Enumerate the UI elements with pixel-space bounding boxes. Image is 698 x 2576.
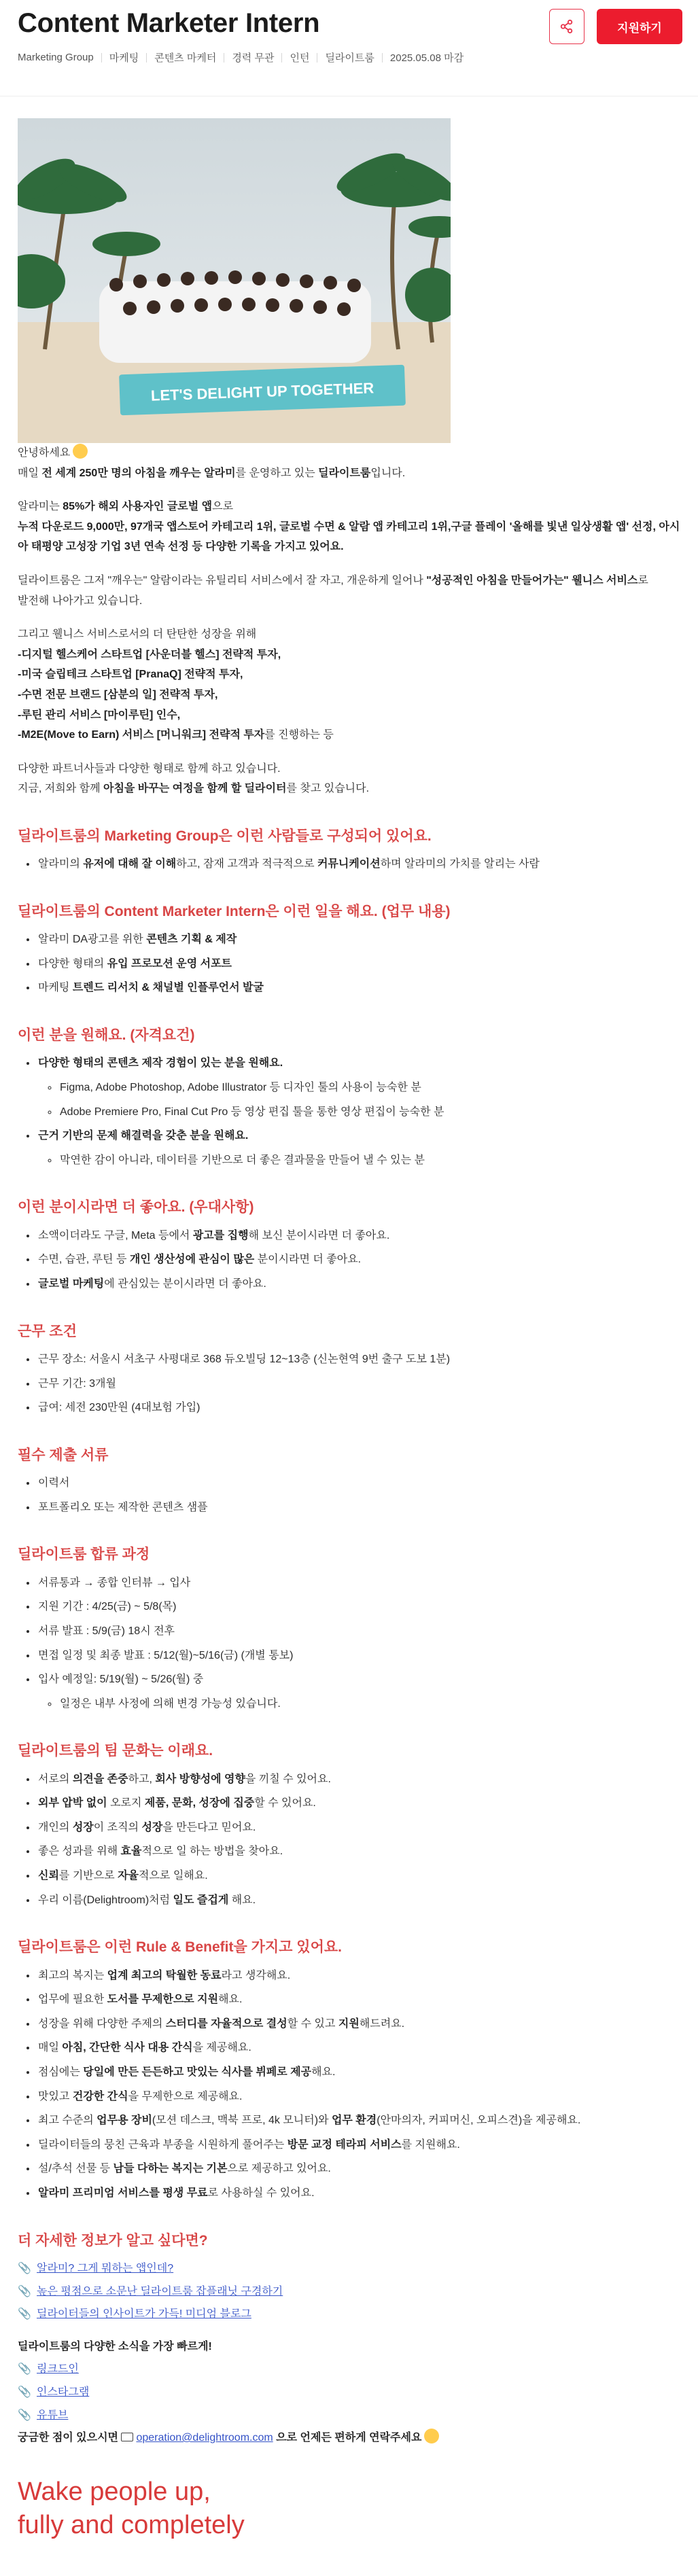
list-item: • 서류통과 → 종합 인터뷰 → 입사 — [37, 1573, 680, 1593]
list-item: • 입사 예정일: 5/19(월) ~ 5/26(월) 중 ◦ 일정은 내부 사정에 의해 변경 가능성 있습니다. — [37, 1670, 680, 1714]
job-title: Content Marketer Intern — [18, 8, 320, 38]
link-linkedin[interactable]: 링크드인 — [37, 2363, 79, 2376]
smile-icon — [424, 2429, 439, 2443]
list-item: • 업무에 필요한 도서를 무제한으로 지원해요. — [37, 1990, 680, 2010]
preferred-list — [37, 1226, 680, 1294]
intro-line: 매일 전 세계 250만 명의 아침을 깨우는 알라미를 운영하고 있는 딜라이트룸입니다. — [18, 467, 406, 479]
process-list — [37, 1573, 680, 1714]
slogan-line: fully and completely — [18, 2511, 245, 2540]
list-item: • 성장을 위해 다양한 주제의 스터디를 자율적으로 결성할 수 있고 지원해드려요. — [37, 2014, 680, 2034]
conditions-list — [37, 1349, 680, 1418]
meta-divider — [146, 53, 147, 63]
list-item: • 급여: 세전 230만원 (4대보험 가입) — [37, 1398, 680, 1418]
list-item: • 근무 기간: 3개월 — [37, 1374, 680, 1394]
intro-investments: 그리고 웰니스 서비스로서의 더 탄탄한 성장을 위해 -디지털 헬스케어 스타트업 [사운더블 헬스] 전략적 투자, -미국 슬립테크 스타트업 [PranaQ] 전략적 투자, -수면 전문 브랜드 [삼분의 일] 전략적 투자, -루틴 관리 서비스 [마이루틴] 인수, -M2E(Move to Earn) 서비스 [머니워크] 전략적 투자를 진행하는 등 — [18, 629, 334, 741]
group-list — [37, 854, 680, 875]
section-title-requirements: 이런 분을 원해요. (자격요건) — [18, 1027, 195, 1044]
meta-category: 마케팅 — [109, 52, 139, 64]
link-youtube[interactable]: 유튜브 — [37, 2409, 69, 2421]
sub-list-item: ◦ 막연한 감이 아니라, 데이터를 기반으로 더 좋은 결과물을 만들어 낼 수 있는 분 — [58, 1150, 680, 1171]
meta-experience: 경력 무관 — [232, 52, 275, 64]
intro-greeting: 안녕하세요 — [18, 443, 680, 463]
list-item: • 알라미 DA광고를 위한 콘텐츠 기획 & 제작 — [37, 930, 680, 950]
intro-wellness: 딜라이트룸은 그저 "깨우는" 알람이라는 유틸리티 서비스에서 잘 자고, 개운하게 일어나 "성공적인 아침을 만들어가는" 웰니스 서비스로 발전해 나아가고 있습니다. — [18, 574, 648, 607]
paperclip-icon: 📎 — [18, 2386, 31, 2398]
section-title-conditions: 근무 조건 — [18, 1323, 77, 1339]
list-item: • 매일 아침, 간단한 식사 대용 간식을 제공해요. — [37, 2038, 680, 2058]
list-item — [18, 2282, 680, 2302]
paperclip-icon: 📎 — [18, 2308, 31, 2321]
list-item: • 알라미 프리미엄 서비스를 평생 무료로 사용하실 수 있어요. — [37, 2183, 680, 2204]
list-item: • 최고 수준의 업무용 장비(모션 데스크, 맥북 프로, 4k 모니터)와 업무 환경(안마의자, 커피머신, 오피스견)을 제공해요. — [37, 2111, 680, 2131]
section-title-culture: 딜라이트룸의 팀 문화는 이래요. — [18, 1743, 213, 1759]
paperclip-icon: 📎 — [18, 2285, 31, 2297]
job-description — [0, 96, 698, 2543]
section-title-group: 딜라이트룸의 Marketing Group은 이런 사람들로 구성되어 있어요. — [18, 828, 432, 844]
share-icon — [559, 19, 574, 34]
list-item: • 지원 기간 : 4/25(금) ~ 5/8(목) — [37, 1597, 680, 1617]
culture-list — [37, 1769, 680, 1911]
sub-list-item: ◦ Adobe Premiere Pro, Final Cut Pro 등 영상 편집 툴을 통한 영상 편집이 능숙한 분 — [58, 1102, 680, 1123]
requirements-list — [37, 1053, 680, 1170]
job-header — [0, 0, 698, 96]
list-item — [18, 2382, 680, 2403]
section-title-more: 더 자세한 정보가 알고 싶다면? — [18, 2232, 208, 2248]
link-jobplanet[interactable]: 높은 평점으로 소문난 딜라이트룸 잡플래닛 구경하기 — [37, 2285, 283, 2297]
paperclip-icon: 📎 — [18, 2409, 31, 2421]
contact-line: 궁금한 점이 있으시면 operation@delightroom.com 으로 언제든 편하게 연락주세요 — [18, 2428, 680, 2448]
section-title-documents: 필수 제출 서류 — [18, 1447, 109, 1463]
list-item: • 우리 이름(Delightroom)처럼 일도 즐겁게 해요. — [37, 1890, 680, 1911]
list-item: • 포트폴리오 또는 제작한 콘텐츠 샘플 — [37, 1498, 680, 1518]
social-links — [18, 2359, 680, 2425]
list-item: • 근거 기반의 문제 해결력을 갖춘 분을 원해요. ◦ 막연한 감이 아니라, 데이터를 기반으로 더 좋은 결과물을 만들어 낼 수 있는 분 — [37, 1126, 680, 1170]
apply-button[interactable]: 지원하기 — [597, 9, 682, 44]
meta-type: 인턴 — [290, 52, 310, 64]
section-title-preferred: 이런 분이시라면 더 좋아요. (우대사항) — [18, 1199, 254, 1216]
list-item — [18, 2304, 680, 2325]
paperclip-icon: 📎 — [18, 2363, 31, 2376]
banner-text: LET'S DELIGHT UP TOGETHER — [150, 379, 374, 404]
list-item: • 글로벌 마케팅에 관심있는 분이시라면 더 좋아요. — [37, 1274, 680, 1294]
link-medium-blog[interactable]: 딜라이터들의 인사이트가 가득! 미디엄 블로그 — [37, 2308, 251, 2321]
list-item: • 딜라이터들의 뭉친 근육과 부종을 시원하게 풀어주는 방문 교정 테라피 서비스를 지원해요. — [37, 2135, 680, 2155]
list-item — [18, 2405, 680, 2426]
list-item: • 서류 발표 : 5/9(금) 18시 전후 — [37, 1621, 680, 1642]
job-meta — [18, 50, 464, 65]
list-item: • 외부 압박 없이 오로지 제품, 문화, 성장에 집중할 수 있어요. — [37, 1793, 680, 1814]
more-links — [18, 2259, 680, 2325]
meta-divider — [101, 53, 102, 63]
documents-list — [37, 1473, 680, 1517]
contact-email-link[interactable]: operation@delightroom.com — [136, 2432, 273, 2444]
list-item: • 수면, 습관, 루틴 등 개인 생산성에 관심이 많은 분이시라면 더 좋아요. — [37, 1250, 680, 1270]
list-item: • 개인의 성장이 조직의 성장을 만든다고 믿어요. — [37, 1818, 680, 1838]
role-list — [37, 930, 680, 998]
list-item: • 점심에는 당일에 만든 든든하고 맛있는 식사를 뷔페로 제공해요. — [37, 2062, 680, 2083]
list-item: • 마케팅 트렌드 리서치 & 채널별 인플루언서 발굴 — [37, 978, 680, 998]
list-item: • 신뢰를 기반으로 자율적으로 일해요. — [37, 1866, 680, 1886]
link-alarmy-app[interactable]: 알라미? 그게 뭐하는 앱인데? — [37, 2262, 174, 2274]
list-item: • 서로의 의견을 존중하고, 회사 방향성에 영향을 끼칠 수 있어요. — [37, 1769, 680, 1790]
meta-deadline: 2025.05.08 마감 — [389, 52, 464, 64]
list-item: • 소액이더라도 구글, Meta 등에서 광고를 집행해 보신 분이시라면 더 좋아요. — [37, 1226, 680, 1246]
list-item: • 다양한 형태의 유입 프로모션 운영 서포트 — [37, 954, 680, 974]
meta-divider — [382, 53, 383, 63]
slogan — [18, 2475, 680, 2543]
slogan-line: Wake people up, — [18, 2477, 211, 2506]
link-instagram[interactable]: 인스타그램 — [37, 2386, 90, 2398]
list-item: • 면접 일정 및 최종 발표 : 5/12(월)~5/16(금) (개별 통보) — [37, 1646, 680, 1666]
section-title-role: 딜라이트룸의 Content Marketer Intern은 이런 일을 해요. (업무 내용) — [18, 903, 451, 919]
list-item — [18, 2359, 680, 2380]
meta-position: 콘텐츠 마케터 — [154, 52, 217, 64]
list-item: • 설/추석 선물 등 남들 다하는 복지는 기본으로 제공하고 있어요. — [37, 2159, 680, 2179]
team-photo — [18, 118, 451, 443]
list-item: • 이력서 — [37, 1473, 680, 1494]
mail-icon — [121, 2433, 133, 2441]
list-item: • 좋은 성과를 위해 효율적으로 일 하는 방법을 찾아요. — [37, 1841, 680, 1862]
section-title-process: 딜라이트룸 합류 과정 — [18, 1547, 150, 1563]
intro-alarmy: 알라미는 85%가 해외 사용자인 글로벌 앱으로 누적 다운로드 9,000만, 97개국 앱스토어 카테고리 1위, 글로벌 수면 & 알람 앱 카테고리 1위,구글 플레이 '올해를 빛낸 일상생활 앱' 선정, 아시아 태평양 고성장 기업 3년 연속 선정 등 다양한 기록을 가지고 있어요. — [18, 501, 680, 553]
list-item: • 근무 장소: 서울시 서초구 사평대로 368 듀오빌딩 12~13층 (신논현역 9번 출구 도보 1분) — [37, 1349, 680, 1370]
list-item: • 알라미의 유저에 대해 잘 이해하고, 잠재 고객과 적극적으로 커뮤니케이션하며 알라미의 가치를 알리는 사람 — [37, 854, 680, 875]
meta-company: 딜라이트룸 — [325, 52, 374, 64]
list-item: • 최고의 복지는 업계 최고의 탁월한 동료라고 생각해요. — [37, 1966, 680, 1986]
smile-icon — [73, 444, 88, 459]
list-item: • 맛있고 건강한 간식을 무제한으로 제공해요. — [37, 2087, 680, 2107]
share-button[interactable] — [549, 9, 584, 44]
intro-partners: 다양한 파트너사들과 다양한 형태로 함께 하고 있습니다. 지금, 저희와 함께 아침을 바꾸는 여정을 함께 할 딜라이터를 찾고 있습니다. — [18, 762, 370, 795]
sub-list-item: ◦ Figma, Adobe Photoshop, Adobe Illustrator 등 디자인 툴의 사용이 능숙한 분 — [58, 1078, 680, 1098]
list-item — [18, 2259, 680, 2279]
benefit-list — [37, 1966, 680, 2204]
meta-group: Marketing Group — [18, 52, 94, 63]
meta-divider — [281, 53, 282, 63]
news-title: 딜라이트룸의 다양한 소식을 가장 빠르게! — [18, 2340, 212, 2352]
paperclip-icon: 📎 — [18, 2262, 31, 2274]
list-item: • 다양한 형태의 콘텐츠 제작 경험이 있는 분을 원해요. ◦ Figma, Adobe Photoshop, Adobe Illustrator 등 디자인 툴의 사용이 능숙한 분 ◦ Adobe Premiere Pro, Final Cut Pro 등 영상 편집 툴을 통한 영상 편집이 능숙한 분 — [37, 1053, 680, 1122]
section-title-benefit: 딜라이트룸은 이런 Rule & Benefit을 가지고 있어요. — [18, 1939, 342, 1956]
sub-list-item: ◦ 일정은 내부 사정에 의해 변경 가능성 있습니다. — [58, 1694, 680, 1714]
